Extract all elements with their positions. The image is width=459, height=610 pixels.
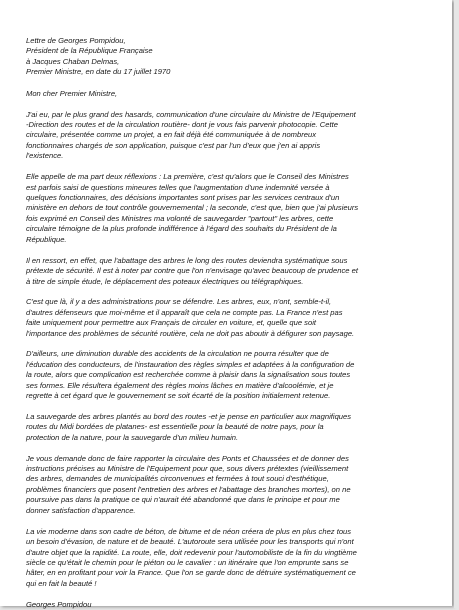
paragraph: D'ailleurs, une diminution durable des accidents de la circulation ne pourra résulter que de l'éducation des conducteurs, de l'instauration des règles simples et adaptées à la configuration de la route, alors que complication est recherchée comme à plaisir dans la signalisation sous toutes ses formes. Elle résultera également des règles moins lâches en matière d'alcoolémie, et je regrette à cet égard que le gouvernement se soit écarté de la position initialement retenue.	[26, 349, 355, 401]
scrollbar[interactable]	[454, 0, 459, 608]
paragraph: Il en ressort, en effet, que l'abattage des arbres le long des routes deviendra systématique sous prétexte de sécurité. Il est à noter par contre que l'on n'envisage qu'avec beaucoup de prudence et à titre de simple étude, le déplacement des poteaux électriques ou télégraphiques.	[26, 255, 358, 286]
paragraph: C'est que là, il y a des administrations pour se défendre. Les arbres, eux, n'ont, semble-t-il, d'autres défenseurs que moi-même et il apparaît que cela ne compte pas. La France n'est pas faite uniquement pour permettre aux Français de circuler en voiture, et, quelle que soit l'importance des problèmes de sécurité routière, cela ne doit pas aboutir à défigurer son paysage.	[26, 297, 355, 338]
paragraph: J'ai eu, par le plus grand des hasards, communication d'une circulaire du Ministre de l'Equipement -Direction des routes et de la circulation routière- dont je vous fais parvenir photocopie. Cette circulaire, présentée comme un projet, a en fait déjà été communiquée à de nombreux fonctionnaires chargés de son application, puisque c'est par l'un d'eux que j'en ai appris l'existence.	[26, 109, 356, 161]
header-line: Premier Ministre, en date du 17 juillet 1970	[26, 67, 171, 77]
paragraph: La vie moderne dans son cadre de béton, de bitume et de néon créera de plus en plus chez tous un besoin d'évasion, de nature et de beauté. L'autoroute sera utilisée pour les transports qui n'ont d'autre objet que la rapidité. La route, elle, doit redevenir pour l'automobiliste de la fin du vingtième siècle ce qu'était le chemin pour le piéton ou le cavalier : un itinéraire que l'on emprunte sans se hâter, en en profitant pour voir la France. Que l'on se garde donc de détruire systématiquement ce qui en fait la beauté !	[26, 526, 357, 588]
salutation: Mon cher Premier Ministre,	[26, 88, 118, 98]
signature: Georges Pompidou	[26, 599, 92, 609]
paragraph: La sauvegarde des arbres plantés au bord des routes -et je pense en particulier aux magnifiques routes du Midi bordées de platanes- est essentielle pour la beauté de notre pays, pour la protection de la nature, pour la sauvegarde d'un milieu humain.	[26, 411, 352, 442]
header-line: Président de la République Française	[26, 46, 153, 56]
paragraph: Je vous demande donc de faire rapporter la circulaire des Ponts et Chaussées et de donner des instructions précises au Ministre de l'Equipement pour que, sous divers prétextes (vieillissement des arbres, demandes de municipalités circonvenues et fermées à tout souci d'esthétique, problèmes financiers que posent l'entretien des arbres et l'abattage des branches mortes), on ne poursuive pas dans la pratique ce qui n'aurait été abandonné que dans le principe et pour me donner satisfaction d'apparence.	[26, 453, 351, 515]
header-line: Lettre de Georges Pompidou,	[26, 36, 126, 45]
letter-header	[26, 36, 426, 78]
header-line: à Jacques Chaban Delmas,	[26, 56, 120, 66]
paragraph: Elle appelle de ma part deux réflexions : La première, c'est qu'alors que le Conseil des Ministres est parfois saisi de questions mineures telles que l'augmentation d'une indemnité versée à quelques fonctionnaires, des décisions importantes sont prises par les services centraux d'un ministère en dehors de tout contrôle gouvernemental ; la seconde, c'est que, bien que j'ai plusieurs fois exprimé en Conseil des Ministres ma volonté de sauvegarder "partout" les arbres, cette circulaire témoigne de la plus profonde indifférence à l'égard des souhaits du Président de la République.	[26, 172, 359, 244]
letter-body	[26, 36, 426, 610]
